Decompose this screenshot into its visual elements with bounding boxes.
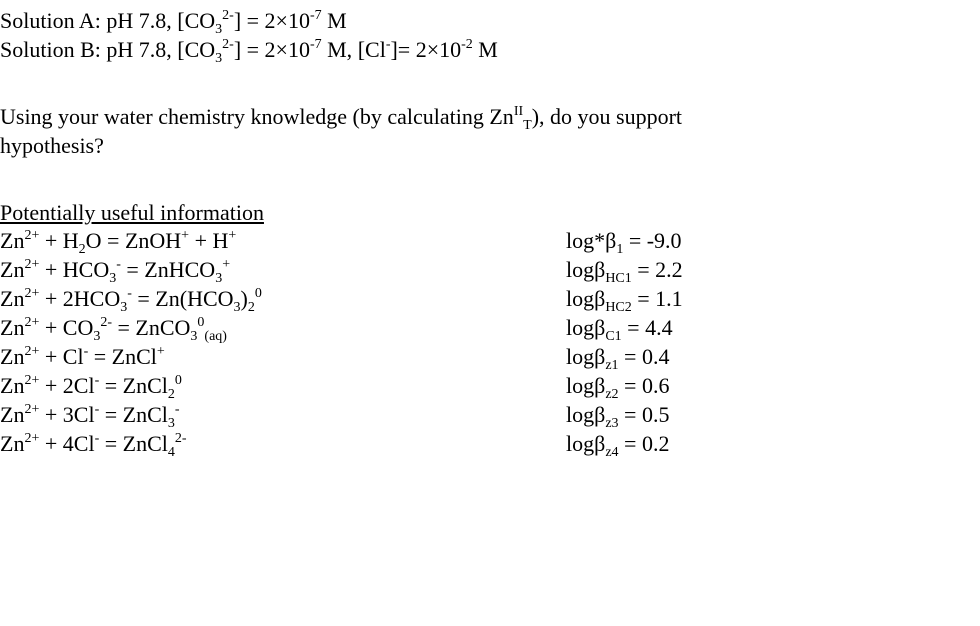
constant-7: logβ$_{z3}$ = 0.5	[566, 402, 670, 431]
reaction-4: $Zn^{2+} + CO_3^{2-}$ = ZnCO$_3^0_{(aq)}$	[0, 315, 227, 344]
solution-a-unit: M	[321, 8, 347, 33]
question-text-a: Using your water chemistry knowledge (by calculating Zn	[0, 104, 514, 129]
reaction-2: $Zn^{2+} + HCO_3^-$ = ZnHCO$_3$+	[0, 257, 231, 286]
solution-b-carbonate: [CO	[177, 37, 216, 62]
carbonate-charge: 2-	[222, 8, 234, 23]
question-line-2	[0, 133, 104, 159]
info-heading: Potentially useful information	[0, 200, 264, 225]
chloride-charge: -	[385, 37, 391, 52]
reaction-8: $Zn^{2+} + 4Cl^-$ = ZnCl$_4^{2-}$	[0, 431, 187, 460]
question-sub: T	[523, 118, 532, 133]
constant-1: $\log*\beta_1 = -9.0$	[566, 228, 682, 257]
constant-4: logβ$_{C1}$ = 4.4	[566, 315, 673, 344]
question-text-b: ), do you support	[531, 104, 683, 129]
solution-b-carbonate-value: ] = 2×10	[233, 37, 310, 62]
constant-5: logβ$_{z1}$ = 0.4	[566, 344, 670, 373]
reaction-3: $Zn^{2+} + 2HCO_3^- = Zn(HCO_3)_2^0$	[0, 286, 262, 315]
constant-2: logβ$_{HC1}$ = 2.2	[566, 257, 683, 286]
carbonate-charge: 2-	[222, 37, 234, 52]
solution-a-label: Solution A:	[0, 8, 101, 33]
solution-b-ph: pH 7.8,	[106, 37, 172, 62]
solution-a-carbonate: [CO	[177, 8, 216, 33]
carbonate-sub: 3	[215, 51, 223, 66]
constant-8: logβ$_{z4}$ = 0.2	[566, 431, 670, 460]
question-sup: II	[513, 104, 524, 119]
reaction-7: $Zn^{2+} + 3Cl^-$ = ZnCl$_3$-	[0, 402, 180, 431]
solution-b-chloride-unit: M	[472, 37, 498, 62]
reaction-6: $Zn^{2+} + 2Cl^-$ = ZnCl$_2^0$	[0, 373, 182, 402]
solution-b-chloride-value: ]= 2×10	[390, 37, 462, 62]
solution-b-carbonate-exp: -7	[309, 37, 322, 52]
constant-6: logβ$_{z2}$ = 0.6	[566, 373, 670, 402]
question-text-2: hypothesis?	[0, 133, 104, 158]
reaction-1: $Zn^{2+} + H_2O$ = ZnOH+ + H+	[0, 228, 237, 257]
solution-a-line	[0, 8, 347, 37]
constant-3: logβ$_{HC2}$ = 1.1	[566, 286, 683, 315]
solution-a-carbonate-value: ] = 2×10	[233, 8, 310, 33]
solution-b-unit: M,	[321, 37, 358, 62]
carbonate-sub: 3	[215, 22, 223, 37]
solution-b-chloride-exp: -2	[461, 37, 473, 52]
solution-b-line	[0, 37, 498, 66]
solution-a-carbonate-exp: -7	[309, 8, 322, 23]
question-line-1	[0, 104, 683, 133]
solution-b-chloride: [Cl	[357, 37, 386, 62]
solution-b-label: Solution B:	[0, 37, 101, 62]
reaction-5: $Zn^{2+} + Cl^-$ = ZnCl+	[0, 344, 165, 369]
solution-a-ph: pH 7.8,	[106, 8, 172, 33]
